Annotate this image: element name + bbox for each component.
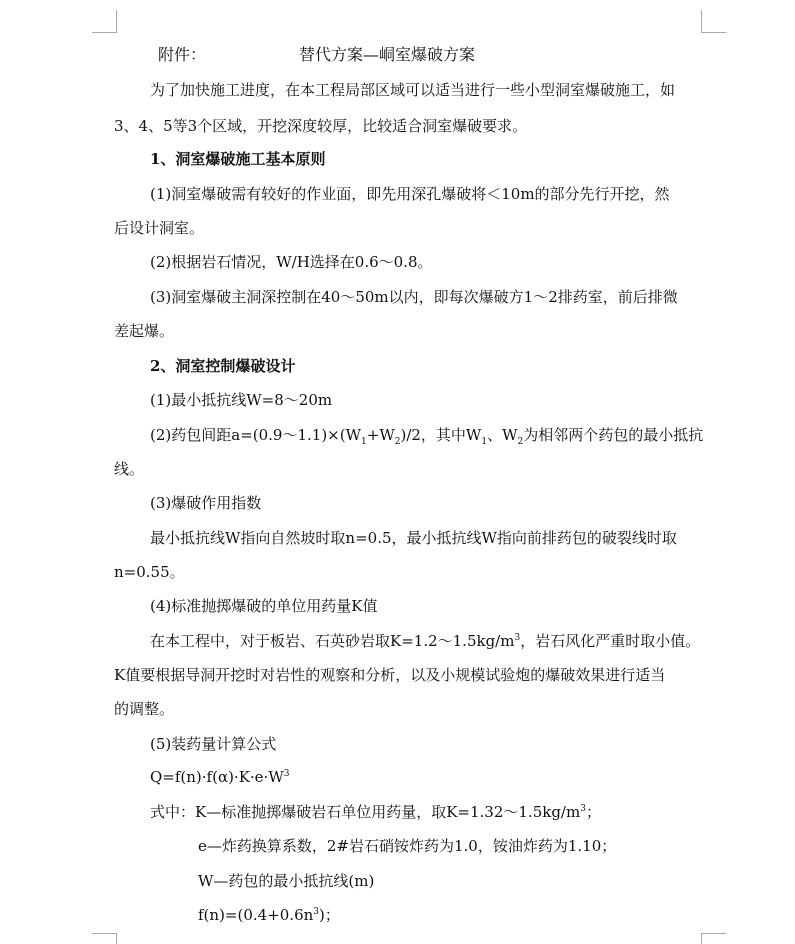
section-heading-2: 2、洞室控制爆破设计 <box>150 357 296 375</box>
where-4-part-b: )； <box>319 906 340 924</box>
design-2-sub-3: 1 <box>481 437 488 447</box>
where-line-1 <box>150 802 601 822</box>
design-2-part-d: 、W <box>487 426 518 444</box>
where-4-sup: 3 <box>313 907 320 917</box>
crop-mark-bottom-right-v <box>701 933 702 944</box>
design-2-part-e: 为相邻两个药包的最小抵抗 <box>523 426 704 444</box>
design-3: (3)爆破作用指数 <box>150 494 262 512</box>
design-4-sup: 3 <box>514 633 521 643</box>
where-1-sup: 3 <box>580 804 586 814</box>
principle-3-line-1: (3)洞室爆破主洞深控制在40～50m以内，即每次爆破方1～2排药室，前后排微 <box>150 288 678 306</box>
document-title <box>0 44 795 66</box>
where-1-part-a: 式中：K—标准抛掷爆破岩石单位用药量，取K=1.32～1.5kg/m <box>150 803 581 821</box>
design-2-sub-2: 2 <box>394 437 401 447</box>
formula-main: Q=f(n)·f(α)·K·e·W <box>150 768 284 786</box>
design-5: (5)装药量计算公式 <box>150 735 277 753</box>
design-2-line-2: 线。 <box>114 460 145 478</box>
crop-mark-top-left-h <box>92 32 116 33</box>
design-4-line-1 <box>150 631 700 651</box>
where-line-3: W—药包的最小抵抗线(m) <box>198 872 375 890</box>
title-text: 替代方案—峒室爆破方案 <box>299 45 476 64</box>
crop-mark-top-right-h <box>702 32 726 33</box>
design-4-part-a: 在本工程中，对于板岩、石英砂岩取K=1.2～1.5kg/m <box>150 632 515 650</box>
crop-mark-bottom-right-h <box>702 933 726 934</box>
crop-mark-bottom-left-v <box>116 933 117 944</box>
design-3-line-2: n=0.55。 <box>114 563 185 581</box>
design-3-line-1: 最小抵抗线W指向自然坡时取n=0.5，最小抵抗线W指向前排药包的破裂线时取 <box>150 529 677 547</box>
where-line-4 <box>198 905 340 925</box>
design-4-line-3: 的调整。 <box>114 700 175 718</box>
design-2-sub-1: 1 <box>361 437 367 447</box>
where-1-part-b: ； <box>585 803 601 821</box>
design-2-line-1 <box>150 425 703 445</box>
crop-mark-top-right-v <box>701 10 702 33</box>
formula <box>150 767 289 787</box>
design-4: (4)标准抛掷爆破的单位用药量K值 <box>150 597 378 615</box>
attachment-label: 附件： <box>158 45 207 64</box>
where-line-2: e—炸药换算系数，2#岩石硝铵炸药为1.0，铵油炸药为1.10； <box>198 837 617 855</box>
crop-mark-top-left-v <box>116 10 117 33</box>
design-4-line-2: K值要根据导洞开挖时对岩性的观察和分析，以及小规模试验炮的爆破效果进行适当 <box>114 666 666 684</box>
design-4-part-b: ，岩石风化严重时取小值。 <box>520 632 701 650</box>
crop-mark-bottom-left-h <box>92 933 116 934</box>
design-2-part-c: )/2，其中W <box>400 426 482 444</box>
where-4-part-a: f(n)=(0.4+0.6n <box>198 906 314 924</box>
principle-3-line-2: 差起爆。 <box>114 322 175 340</box>
formula-sup: 3 <box>283 769 290 779</box>
section-heading-1: 1、洞室爆破施工基本原则 <box>150 150 326 168</box>
design-2-part-b: +W <box>366 426 395 444</box>
design-1: (1)最小抵抗线W=8～20m <box>150 391 333 409</box>
principle-1-line-2: 后设计洞室。 <box>114 219 205 237</box>
design-2-sub-4: 2 <box>517 437 524 447</box>
principle-1-line-1: (1)洞室爆破需有较好的作业面，即先用深孔爆破将＜10m的部分先行开挖，然 <box>150 185 670 203</box>
principle-2: (2)根据岩石情况，W/H选择在0.6～0.8。 <box>150 253 433 271</box>
intro-line-1: 为了加快施工进度，在本工程局部区域可以适当进行一些小型洞室爆破施工，如 <box>150 81 676 99</box>
design-2-part-a: (2)药包间距a=(0.9～1.1)×(W <box>150 426 362 444</box>
intro-line-2: 3、4、5等3个区域，开挖深度较厚，比较适合洞室爆破要求。 <box>114 117 528 135</box>
